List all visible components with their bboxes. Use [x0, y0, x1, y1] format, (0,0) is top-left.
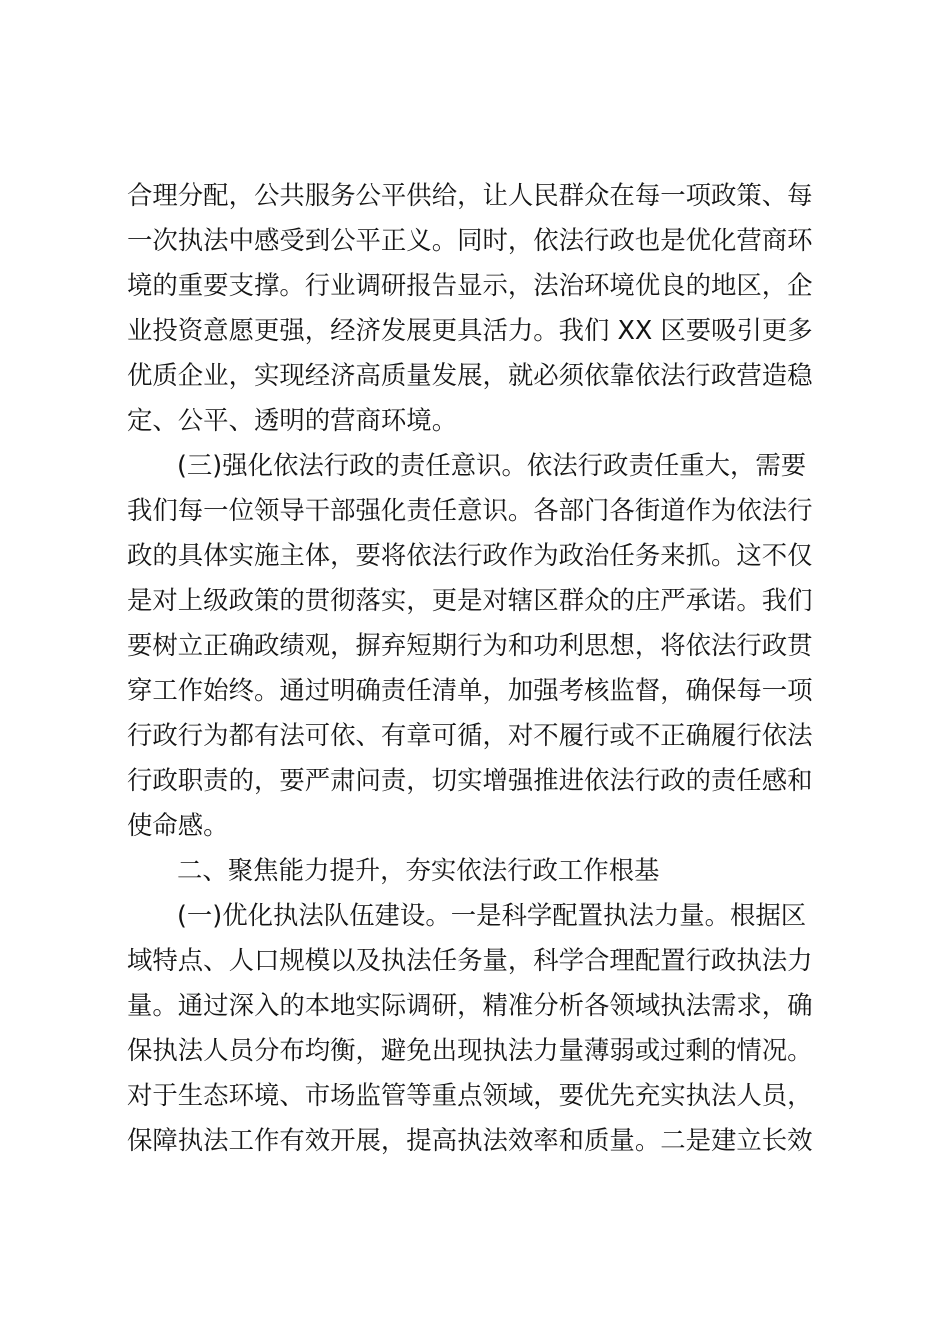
- text-line: 域特点、人口规模以及执法任务量，科学合理配置行政执法力: [127, 945, 813, 975]
- text-line: 保障执法工作有效开展，提高执法效率和质量。二是建立长效: [127, 1125, 813, 1155]
- paragraph-heading: (一)优化执法队伍建设。一是科学配置执法力量。根据区: [177, 900, 807, 930]
- text-line: 定、公平、透明的营商环境。: [127, 405, 458, 435]
- text-line: 优质企业，实现经济高质量发展，就必须依靠依法行政营造稳: [127, 360, 813, 390]
- paragraph-heading: (三)强化依法行政的责任意识。依法行政责任重大，需要: [177, 450, 807, 480]
- text-line: 行政行为都有法可依、有章可循，对不履行或不正确履行依法: [127, 720, 813, 750]
- text-line: 是对上级政策的贯彻落实，更是对辖区群众的庄严承诺。我们: [127, 585, 813, 615]
- text-line: 对于生态环境、市场监管等重点领域，要优先充实执法人员，: [127, 1080, 813, 1110]
- text-line: 政的具体实施主体，要将依法行政作为政治任务来抓。这不仅: [127, 540, 813, 570]
- text-line: 我们每一位领导干部强化责任意识。各部门各街道作为依法行: [127, 495, 813, 525]
- text-line: 保执法人员分布均衡，避免出现执法力量薄弱或过剩的情况。: [127, 1035, 813, 1065]
- text-line: 量。通过深入的本地实际调研，精准分析各领域执法需求，确: [127, 990, 813, 1020]
- section-heading: 二、聚焦能力提升，夯实依法行政工作根基: [177, 855, 660, 885]
- text-line: 行政职责的，要严肃问责，切实增强推进依法行政的责任感和: [127, 765, 813, 795]
- text-line: 要树立正确政绩观，摒弃短期行为和功利思想，将依法行政贯: [127, 630, 813, 660]
- text-line: 使命感。: [127, 810, 229, 840]
- text-line: 一次执法中感受到公平正义。同时，依法行政也是优化营商环: [127, 225, 813, 255]
- text-line: 穿工作始终。通过明确责任清单，加强考核监督，确保每一项: [127, 675, 813, 705]
- text-line: 合理分配，公共服务公平供给，让人民群众在每一项政策、每: [127, 180, 813, 210]
- text-line: 境的重要支撑。行业调研报告显示，法治环境优良的地区，企: [127, 270, 813, 300]
- text-line: 业投资意愿更强，经济发展更具活力。我们 XX 区要吸引更多: [127, 315, 813, 345]
